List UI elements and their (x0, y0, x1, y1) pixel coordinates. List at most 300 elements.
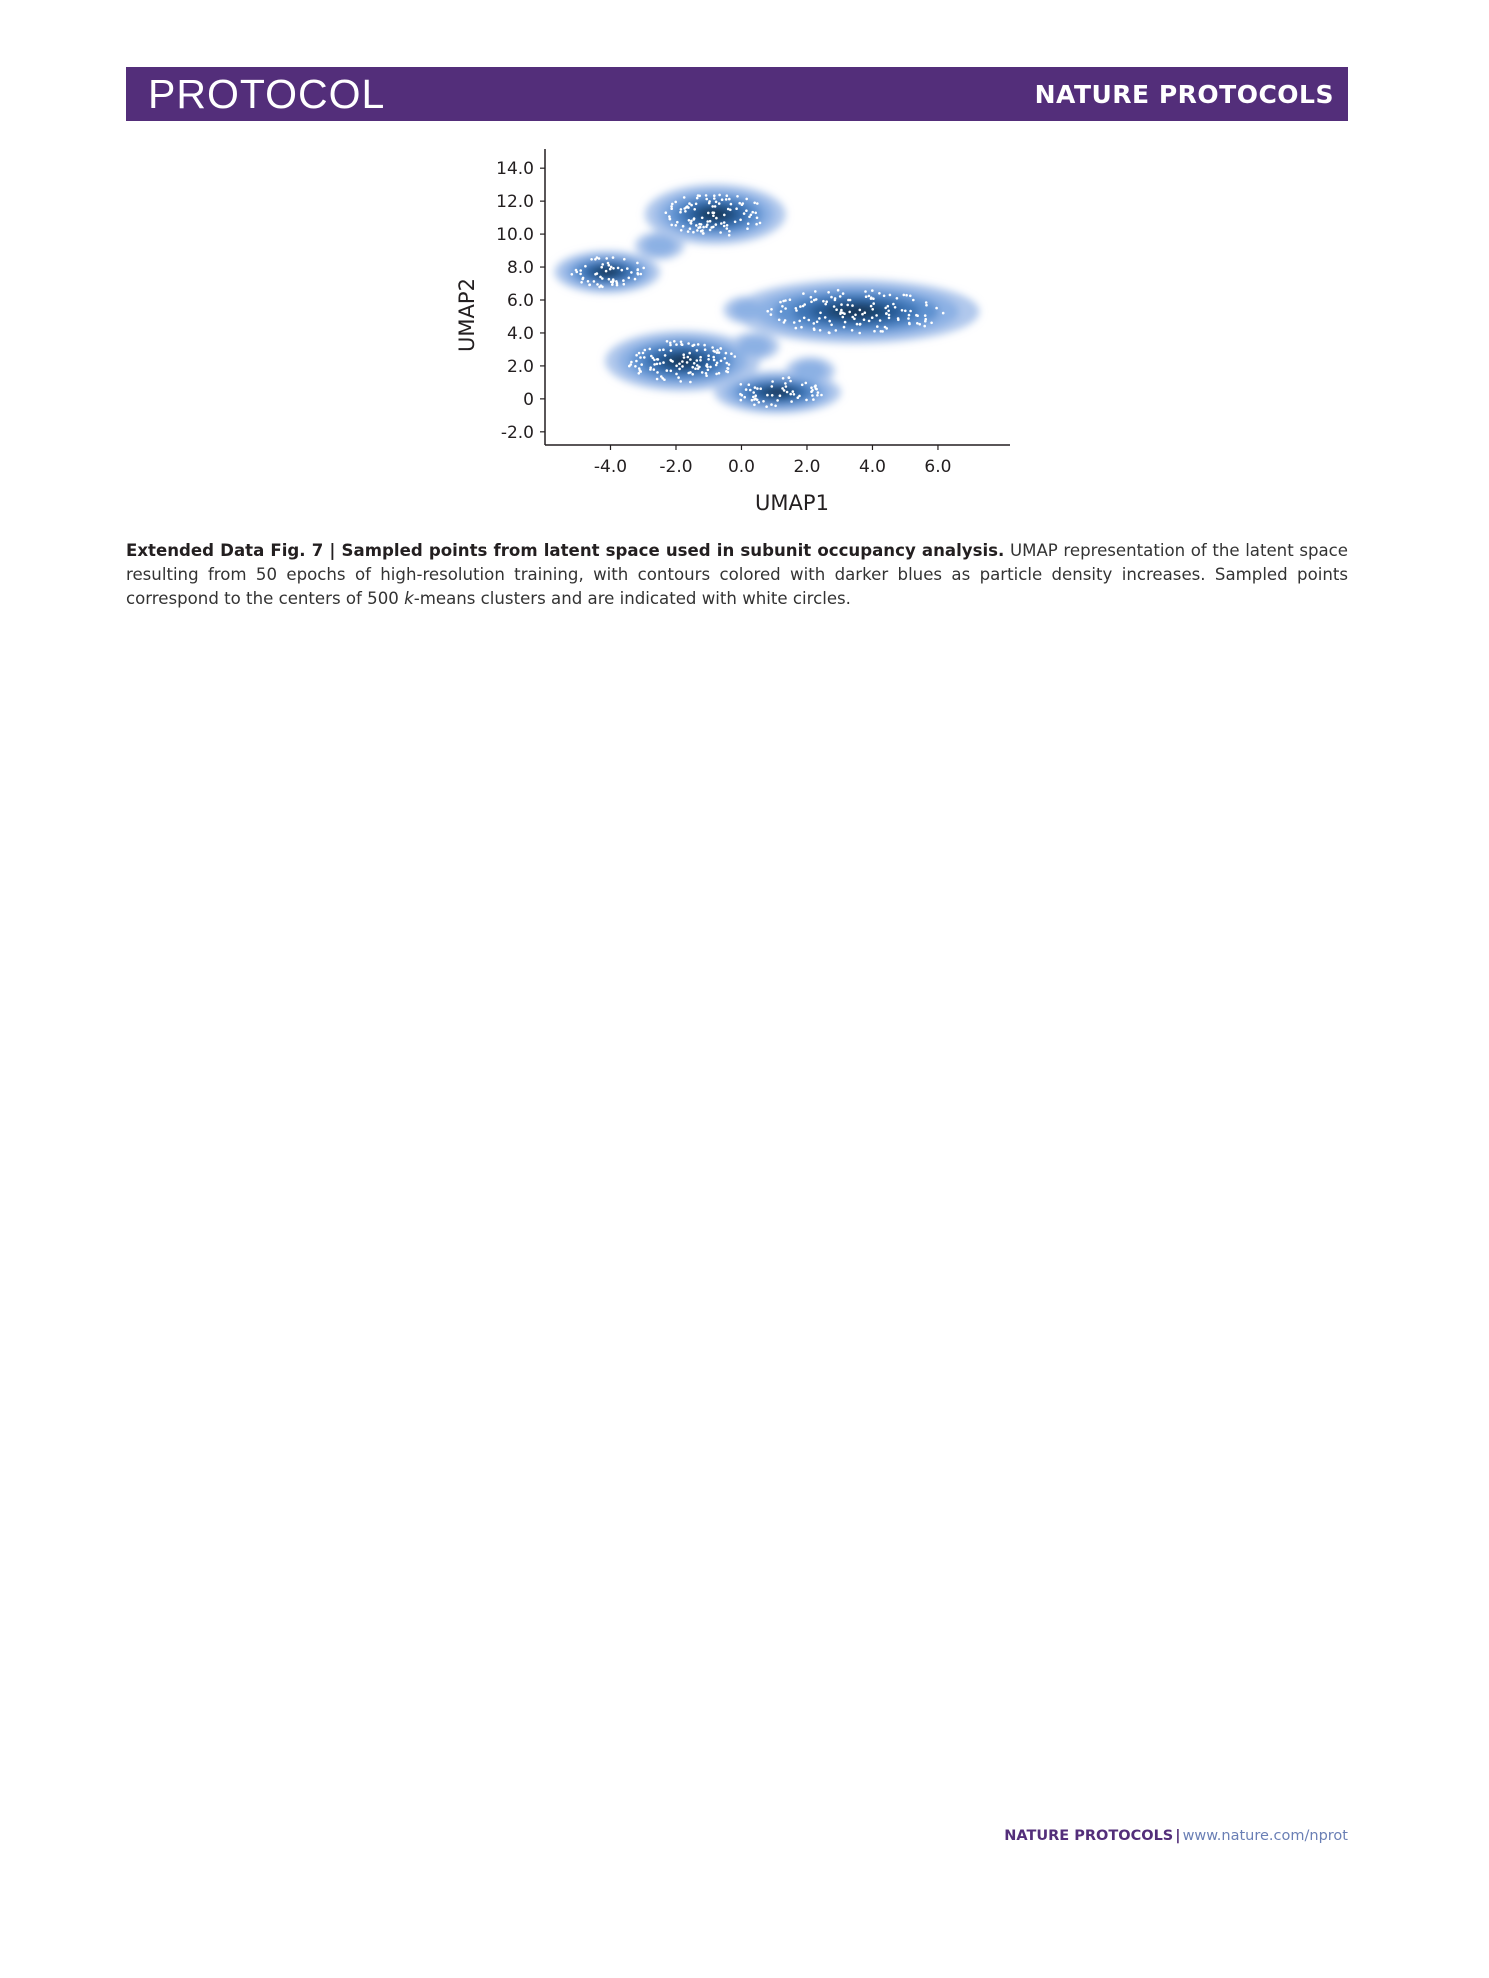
sampled-point (600, 284, 603, 287)
sampled-point (677, 376, 680, 379)
sampled-point (905, 294, 908, 297)
footer-url[interactable]: www.nature.com/nprot (1182, 1828, 1348, 1844)
sampled-point (721, 198, 724, 201)
sampled-point (803, 317, 806, 320)
sampled-point (640, 363, 643, 366)
sampled-point (698, 195, 701, 198)
sampled-point (785, 385, 788, 388)
sampled-point (810, 390, 813, 393)
sampled-point (714, 205, 717, 208)
sampled-point (808, 319, 811, 322)
sampled-point (783, 321, 786, 324)
sampled-point (908, 323, 911, 326)
sampled-point (705, 194, 708, 197)
sampled-point (686, 361, 689, 364)
sampled-point (683, 356, 686, 359)
sampled-point (859, 323, 862, 326)
sampled-point (841, 312, 844, 315)
sampled-point (696, 359, 699, 362)
sampled-point (739, 393, 742, 396)
sampled-point (864, 290, 867, 293)
sampled-point (683, 207, 686, 210)
sampled-point (771, 380, 774, 383)
sampled-point (870, 297, 873, 300)
sampled-point (888, 317, 891, 320)
sampled-point (693, 217, 696, 220)
sampled-point (666, 340, 669, 343)
contour-bridge-4-level-2 (732, 300, 765, 320)
sampled-point (594, 258, 597, 261)
sampled-point (887, 305, 890, 308)
sampled-point (639, 356, 642, 359)
sampled-point (593, 280, 596, 283)
sampled-point (754, 386, 757, 389)
sampled-point (844, 321, 847, 324)
sampled-point (811, 394, 814, 397)
sampled-point (835, 329, 838, 332)
sampled-point (909, 295, 912, 298)
sampled-point (774, 405, 777, 408)
sampled-point (782, 300, 785, 303)
sampled-point (789, 298, 792, 301)
sampled-point (612, 267, 615, 270)
sampled-point (634, 278, 637, 281)
sampled-point (688, 219, 691, 222)
sampled-point (718, 194, 721, 197)
sampled-point (762, 400, 765, 403)
sampled-point (705, 225, 708, 228)
sampled-point (713, 197, 716, 200)
sampled-point (754, 394, 757, 397)
sampled-point (740, 399, 743, 402)
umap-density-scatter (430, 145, 1030, 520)
sampled-point (670, 349, 673, 352)
sampled-point (707, 369, 710, 372)
sampled-point (925, 304, 928, 307)
sampled-point (692, 231, 695, 234)
sampled-point (833, 305, 836, 308)
sampled-point (720, 222, 723, 225)
sampled-point (699, 356, 702, 359)
sampled-point (707, 354, 710, 357)
sampled-point (693, 362, 696, 365)
sampled-point (608, 278, 611, 281)
sampled-point (825, 300, 828, 303)
y-tick-label: 8.0 (506, 258, 534, 279)
sampled-point (694, 367, 697, 370)
sampled-point (802, 292, 805, 295)
sampled-point (673, 340, 676, 343)
sampled-point (725, 352, 728, 355)
sampled-point (676, 221, 679, 224)
sampled-point (819, 312, 822, 315)
sampled-point (718, 202, 721, 205)
sampled-point (681, 360, 684, 363)
sampled-point (822, 300, 825, 303)
sampled-point (642, 352, 645, 355)
sampled-point (875, 314, 878, 317)
sampled-point (679, 211, 682, 214)
sampled-point (701, 217, 704, 220)
sampled-point (575, 269, 578, 272)
sampled-point (713, 359, 716, 362)
sampled-point (907, 317, 910, 320)
sampled-point (638, 367, 641, 370)
sampled-point (600, 266, 603, 269)
sampled-point (709, 229, 712, 232)
sampled-point (779, 394, 782, 397)
sampled-point (635, 360, 638, 363)
x-tick-label: 0.0 (727, 457, 756, 477)
sampled-point (730, 352, 733, 355)
sampled-point (851, 329, 854, 332)
sampled-point (795, 307, 798, 310)
sampled-point (756, 202, 759, 205)
sampled-point (743, 396, 746, 399)
sampled-point (753, 398, 756, 401)
sampled-point (818, 317, 821, 320)
caption-text-2: -means clusters and are indicated with white circles. (413, 588, 851, 608)
sampled-point (630, 271, 633, 274)
sampled-point (710, 226, 713, 229)
sampled-point (734, 355, 737, 358)
footer-journal: NATURE PROTOCOLS (1004, 1828, 1174, 1844)
sampled-point (696, 229, 699, 232)
sampled-point (884, 307, 887, 310)
sampled-point (662, 361, 665, 364)
sampled-point (924, 318, 927, 321)
sampled-point (843, 326, 846, 329)
sampled-point (679, 380, 682, 383)
header-bar (126, 67, 1348, 121)
sampled-point (795, 309, 798, 312)
sampled-point (656, 378, 659, 381)
sampled-point (726, 362, 729, 365)
sampled-point (683, 196, 686, 199)
sampled-point (711, 211, 714, 214)
sampled-point (705, 198, 708, 201)
sampled-point (711, 205, 714, 208)
sampled-point (897, 319, 900, 322)
sampled-point (712, 356, 715, 359)
sampled-point (792, 390, 795, 393)
sampled-point (793, 321, 796, 324)
sampled-point (864, 311, 867, 314)
sampled-point (579, 273, 582, 276)
sampled-point (681, 365, 684, 368)
sampled-point (617, 267, 620, 270)
sampled-point (887, 310, 890, 313)
sampled-point (766, 310, 769, 313)
sampled-point (749, 389, 752, 392)
sampled-point (819, 329, 822, 332)
sampled-point (704, 348, 707, 351)
sampled-point (871, 316, 874, 319)
sampled-point (735, 207, 738, 210)
sampled-point (751, 399, 754, 402)
sampled-point (664, 354, 667, 357)
sampled-point (783, 389, 786, 392)
sampled-point (726, 224, 729, 227)
sampled-point (599, 276, 602, 279)
sampled-point (675, 365, 678, 368)
sampled-point (705, 374, 708, 377)
sampled-point (689, 371, 692, 374)
sampled-point (736, 195, 739, 198)
sampled-point (652, 357, 655, 360)
sampled-point (669, 342, 672, 345)
sampled-point (609, 268, 612, 271)
sampled-point (669, 359, 672, 362)
sampled-point (709, 366, 712, 369)
y-tick-label: -2.0 (500, 422, 534, 443)
sampled-point (636, 272, 639, 275)
sampled-point (666, 369, 669, 372)
sampled-point (909, 310, 912, 313)
sampled-point (702, 232, 705, 235)
sampled-point (753, 404, 756, 407)
x-tick-label: 2.0 (793, 457, 821, 477)
y-axis-label: UMAP2 (455, 278, 479, 352)
sampled-point (770, 313, 773, 316)
sampled-point (696, 349, 699, 352)
sampled-point (840, 309, 843, 312)
sampled-point (690, 222, 693, 225)
sampled-point (854, 314, 857, 317)
sampled-point (657, 358, 660, 361)
sampled-point (716, 349, 719, 352)
sampled-point (649, 348, 652, 351)
contour-bridge-1-level-2 (643, 236, 676, 256)
sampled-point (706, 363, 709, 366)
sampled-point (707, 358, 710, 361)
sampled-point (687, 342, 690, 345)
sampled-point (701, 371, 704, 374)
sampled-point (884, 326, 887, 329)
sampled-point (802, 305, 805, 308)
sampled-point (695, 203, 698, 206)
sampled-point (846, 304, 849, 307)
sampled-point (584, 265, 587, 268)
sampled-point (805, 382, 808, 385)
sampled-point (660, 375, 663, 378)
sampled-point (690, 220, 693, 223)
sampled-point (871, 308, 874, 311)
sampled-point (842, 316, 845, 319)
sampled-point (706, 366, 709, 369)
sampled-point (810, 296, 813, 299)
sampled-point (640, 273, 643, 276)
sampled-point (776, 399, 779, 402)
sampled-point (693, 344, 696, 347)
sampled-point (697, 367, 700, 370)
sampled-point (691, 373, 694, 376)
sampled-point (789, 380, 792, 383)
sampled-point (713, 194, 716, 197)
sampled-point (813, 299, 816, 302)
sampled-point (675, 224, 678, 227)
sampled-point (778, 319, 781, 322)
sampled-point (728, 230, 731, 233)
sampled-point (925, 301, 928, 304)
sampled-point (605, 270, 608, 273)
sampled-point (896, 297, 899, 300)
sampled-point (594, 273, 597, 276)
sampled-point (623, 283, 626, 286)
contour-bridge-2-level-2 (738, 336, 771, 356)
sampled-point (824, 303, 827, 306)
sampled-point (588, 284, 591, 287)
sampled-point (712, 214, 715, 217)
y-tick-label: 12.0 (496, 192, 534, 213)
sampled-point (839, 295, 842, 298)
sampled-point (813, 327, 816, 330)
x-axis-ticks (594, 445, 952, 477)
sampled-point (784, 307, 787, 310)
x-tick-label: -2.0 (659, 457, 693, 477)
sampled-point (682, 225, 685, 228)
sampled-point (916, 314, 919, 317)
sampled-point (637, 268, 640, 271)
footer-separator: | (1175, 1828, 1181, 1844)
sampled-point (814, 385, 817, 388)
sampled-point (786, 391, 789, 394)
sampled-point (715, 217, 718, 220)
sampled-point (740, 383, 743, 386)
sampled-point (669, 344, 672, 347)
sampled-point (716, 362, 719, 365)
sampled-point (942, 312, 945, 315)
sampled-point (662, 348, 665, 351)
sampled-point (798, 320, 801, 323)
sampled-point (904, 310, 907, 313)
sampled-point (916, 322, 919, 325)
sampled-point (756, 217, 759, 220)
sampled-point (872, 297, 875, 300)
sampled-point (759, 387, 762, 390)
sampled-point (612, 280, 615, 283)
sampled-point (719, 231, 722, 234)
sampled-point (771, 385, 774, 388)
sampled-point (871, 289, 874, 292)
sampled-point (924, 314, 927, 317)
sampled-point (639, 370, 642, 373)
sampled-point (901, 309, 904, 312)
sampled-point (817, 391, 820, 394)
sampled-point (674, 201, 677, 204)
sampled-point (727, 208, 730, 211)
sampled-point (865, 295, 868, 298)
sampled-point (696, 364, 699, 367)
sampled-point (723, 225, 726, 228)
figure-caption (126, 539, 1348, 611)
sampled-point (630, 361, 633, 364)
sampled-point (708, 202, 711, 205)
sampled-point (801, 384, 804, 387)
sampled-point (626, 267, 629, 270)
sampled-point (675, 373, 678, 376)
sampled-point (675, 343, 678, 346)
sampled-point (747, 222, 750, 225)
sampled-point (788, 376, 791, 379)
sampled-point (853, 318, 856, 321)
section-label: PROTOCOL (148, 71, 386, 117)
sampled-point (784, 382, 787, 385)
sampled-point (720, 360, 723, 363)
sampled-point (697, 343, 700, 346)
sampled-point (868, 320, 871, 323)
sampled-point (687, 206, 690, 209)
sampled-point (670, 370, 673, 373)
sampled-point (665, 211, 668, 214)
contour-cluster-top-level-7 (706, 210, 724, 218)
sampled-point (706, 220, 709, 223)
sampled-point (689, 227, 692, 230)
sampled-point (892, 303, 895, 306)
y-tick-label: 10.0 (496, 225, 534, 246)
sampled-point (856, 323, 859, 326)
sampled-point (745, 198, 748, 201)
sampled-point (745, 388, 748, 391)
sampled-point (859, 309, 862, 312)
sampled-point (881, 330, 884, 333)
sampled-point (800, 326, 803, 329)
sampled-point (608, 264, 611, 267)
sampled-point (816, 394, 819, 397)
sampled-point (649, 366, 652, 369)
sampled-point (828, 320, 831, 323)
sampled-point (678, 363, 681, 366)
sampled-point (611, 283, 614, 286)
sampled-point (870, 305, 873, 308)
sampled-point (643, 356, 646, 359)
sampled-point (912, 299, 915, 302)
sampled-point (725, 370, 728, 373)
sampled-point (834, 299, 837, 302)
sampled-point (715, 223, 718, 226)
sampled-point (894, 306, 897, 309)
sampled-point (703, 344, 706, 347)
sampled-point (653, 363, 656, 366)
sampled-point (715, 373, 718, 376)
sampled-point (728, 234, 731, 237)
sampled-point (601, 263, 604, 266)
sampled-point (598, 257, 601, 260)
sampled-point (813, 322, 816, 325)
sampled-point (878, 292, 881, 295)
sampled-point (659, 362, 662, 365)
x-tick-label: 6.0 (924, 457, 952, 477)
sampled-point (682, 353, 685, 356)
y-axis-ticks (496, 159, 545, 443)
sampled-point (727, 367, 730, 370)
sampled-point (835, 308, 838, 311)
sampled-point (923, 325, 926, 328)
x-tick-label: -4.0 (593, 457, 628, 477)
sampled-point (621, 269, 624, 272)
sampled-point (571, 273, 574, 276)
sampled-point (810, 386, 813, 389)
sampled-point (728, 198, 731, 201)
sampled-point (656, 371, 659, 374)
sampled-point (828, 332, 831, 335)
sampled-point (709, 220, 712, 223)
sampled-point (816, 321, 819, 324)
sampled-point (849, 299, 852, 302)
sampled-point (851, 304, 854, 307)
sampled-point (742, 202, 745, 205)
sampled-point (587, 280, 590, 283)
